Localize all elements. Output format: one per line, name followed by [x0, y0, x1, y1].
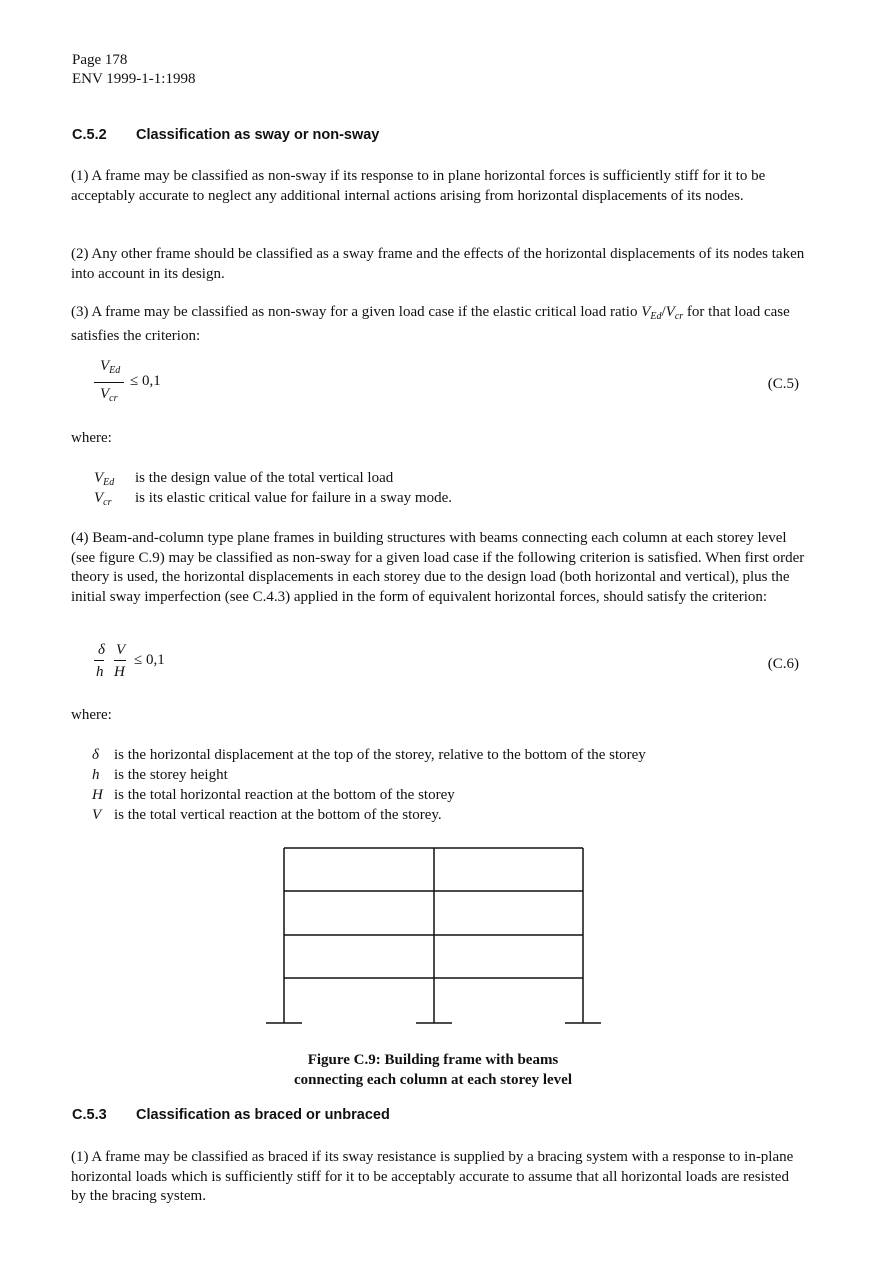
section-heading-c53 [72, 1107, 390, 1123]
def2-symbol-v: V [92, 807, 102, 823]
paragraph-2: (2) Any other frame should be classified as a sway frame and the effects of the horizontal displacements of its nodes taken into account in its design. [71, 246, 805, 282]
ratio-sub-cr: cr [674, 311, 684, 322]
def1-symbol-ved: $V_{Ed}$ [94, 470, 115, 488]
def1-symbol-vcr: $V_{cr}$ [94, 490, 112, 508]
paragraph-3 [71, 303, 806, 346]
def2-symbol-h: h [92, 767, 100, 783]
ratio-slash: / [661, 304, 666, 320]
eq5-numerator: $V_{Ed}$ [100, 358, 121, 376]
standard-reference: ENV 1999-1-1:1998 [72, 71, 196, 87]
eq6-numerator-v: V [116, 642, 126, 658]
eq6-fraction-bar-1 [94, 660, 104, 661]
section-number: C.5.2 [72, 127, 107, 143]
eq6-fraction-bar-2 [114, 660, 126, 661]
section-heading-c52 [72, 127, 379, 143]
paragraph-3-text-a: (3) A frame may be classified as non-sway for a given load case if the elastic critical load ratio [71, 304, 642, 320]
figure-caption-line-2: connecting each column at each storey level [293, 1072, 572, 1088]
paragraph-3-text-b: for that load case satisfies the criterion: [71, 304, 790, 344]
where-label-2: where: [71, 707, 112, 723]
eq5-label: (C.5) [767, 376, 799, 392]
def1-text-ved: is the design value of the total vertical load [135, 470, 394, 486]
where-label-1: where: [71, 430, 112, 446]
def2-symbol-delta: δ [92, 747, 99, 763]
building-frame-figure [262, 845, 606, 1027]
eq5-denominator: $V_{cr}$ [100, 386, 118, 404]
eq5-fraction-bar [94, 382, 124, 383]
section-number: C.5.3 [72, 1107, 107, 1123]
def2-text-v: is the total vertical reaction at the bottom of the storey. [114, 807, 442, 823]
section-title: Classification as sway or non-sway [136, 127, 380, 143]
section-title: Classification as braced or unbraced [136, 1107, 390, 1123]
def2-text-delta: is the horizontal displacement at the top of the storey, relative to the bottom of the storey [114, 747, 646, 763]
paragraph-4: (4) Beam-and-column type plane frames in building structures with beams connecting each column at each storey level (see figure C.9) may be classified as non-sway for a given load case if the following criterion is satisfied. When first order theory is used, the horizontal displacements in each storey due to the design load (both horizontal and vertical), plus the initial sway imperfection (see C.4.3) applied in the form of equivalent horizontal forces, should satisfy the criterion: [71, 530, 805, 605]
def2-symbol-H: H [92, 787, 103, 803]
figure-caption-line-1: Figure C.9: Building frame with beams [307, 1052, 559, 1068]
page-number: Page 178 [72, 52, 128, 68]
eq6-denominator-h: h [96, 664, 104, 680]
eq6-relation: ≤ 0,1 [134, 652, 165, 668]
paragraph-1: (1) A frame may be classified as non-sway if its response to in plane horizontal forces is sufficiently stiff for it to be acceptably accurate to neglect any additional internal actions arising from horizontal displacements of its nodes. [71, 168, 766, 204]
ratio-symbol-v2: V [665, 304, 675, 320]
eq6-denominator-H: H [114, 664, 125, 680]
ratio-sub-ed: Ed [650, 311, 662, 322]
ratio-symbol-v: V [641, 304, 651, 320]
eq6-numerator-delta: δ [98, 642, 105, 658]
eq5-relation: ≤ 0,1 [130, 373, 161, 389]
def2-text-H: is the total horizontal reaction at the bottom of the storey [114, 787, 455, 803]
eq6-label: (C.6) [767, 656, 799, 672]
def1-text-vcr: is its elastic critical value for failure in a sway mode. [135, 490, 452, 506]
paragraph-c53-1: (1) A frame may be classified as braced if its sway resistance is supplied by a bracing system with a response to in-plane horizontal loads which is sufficiently stiff for it to be acceptably accurate to assume that all horizontal loads are resisted by the bracing system. [71, 1149, 794, 1204]
def2-text-h: is the storey height [114, 767, 228, 783]
